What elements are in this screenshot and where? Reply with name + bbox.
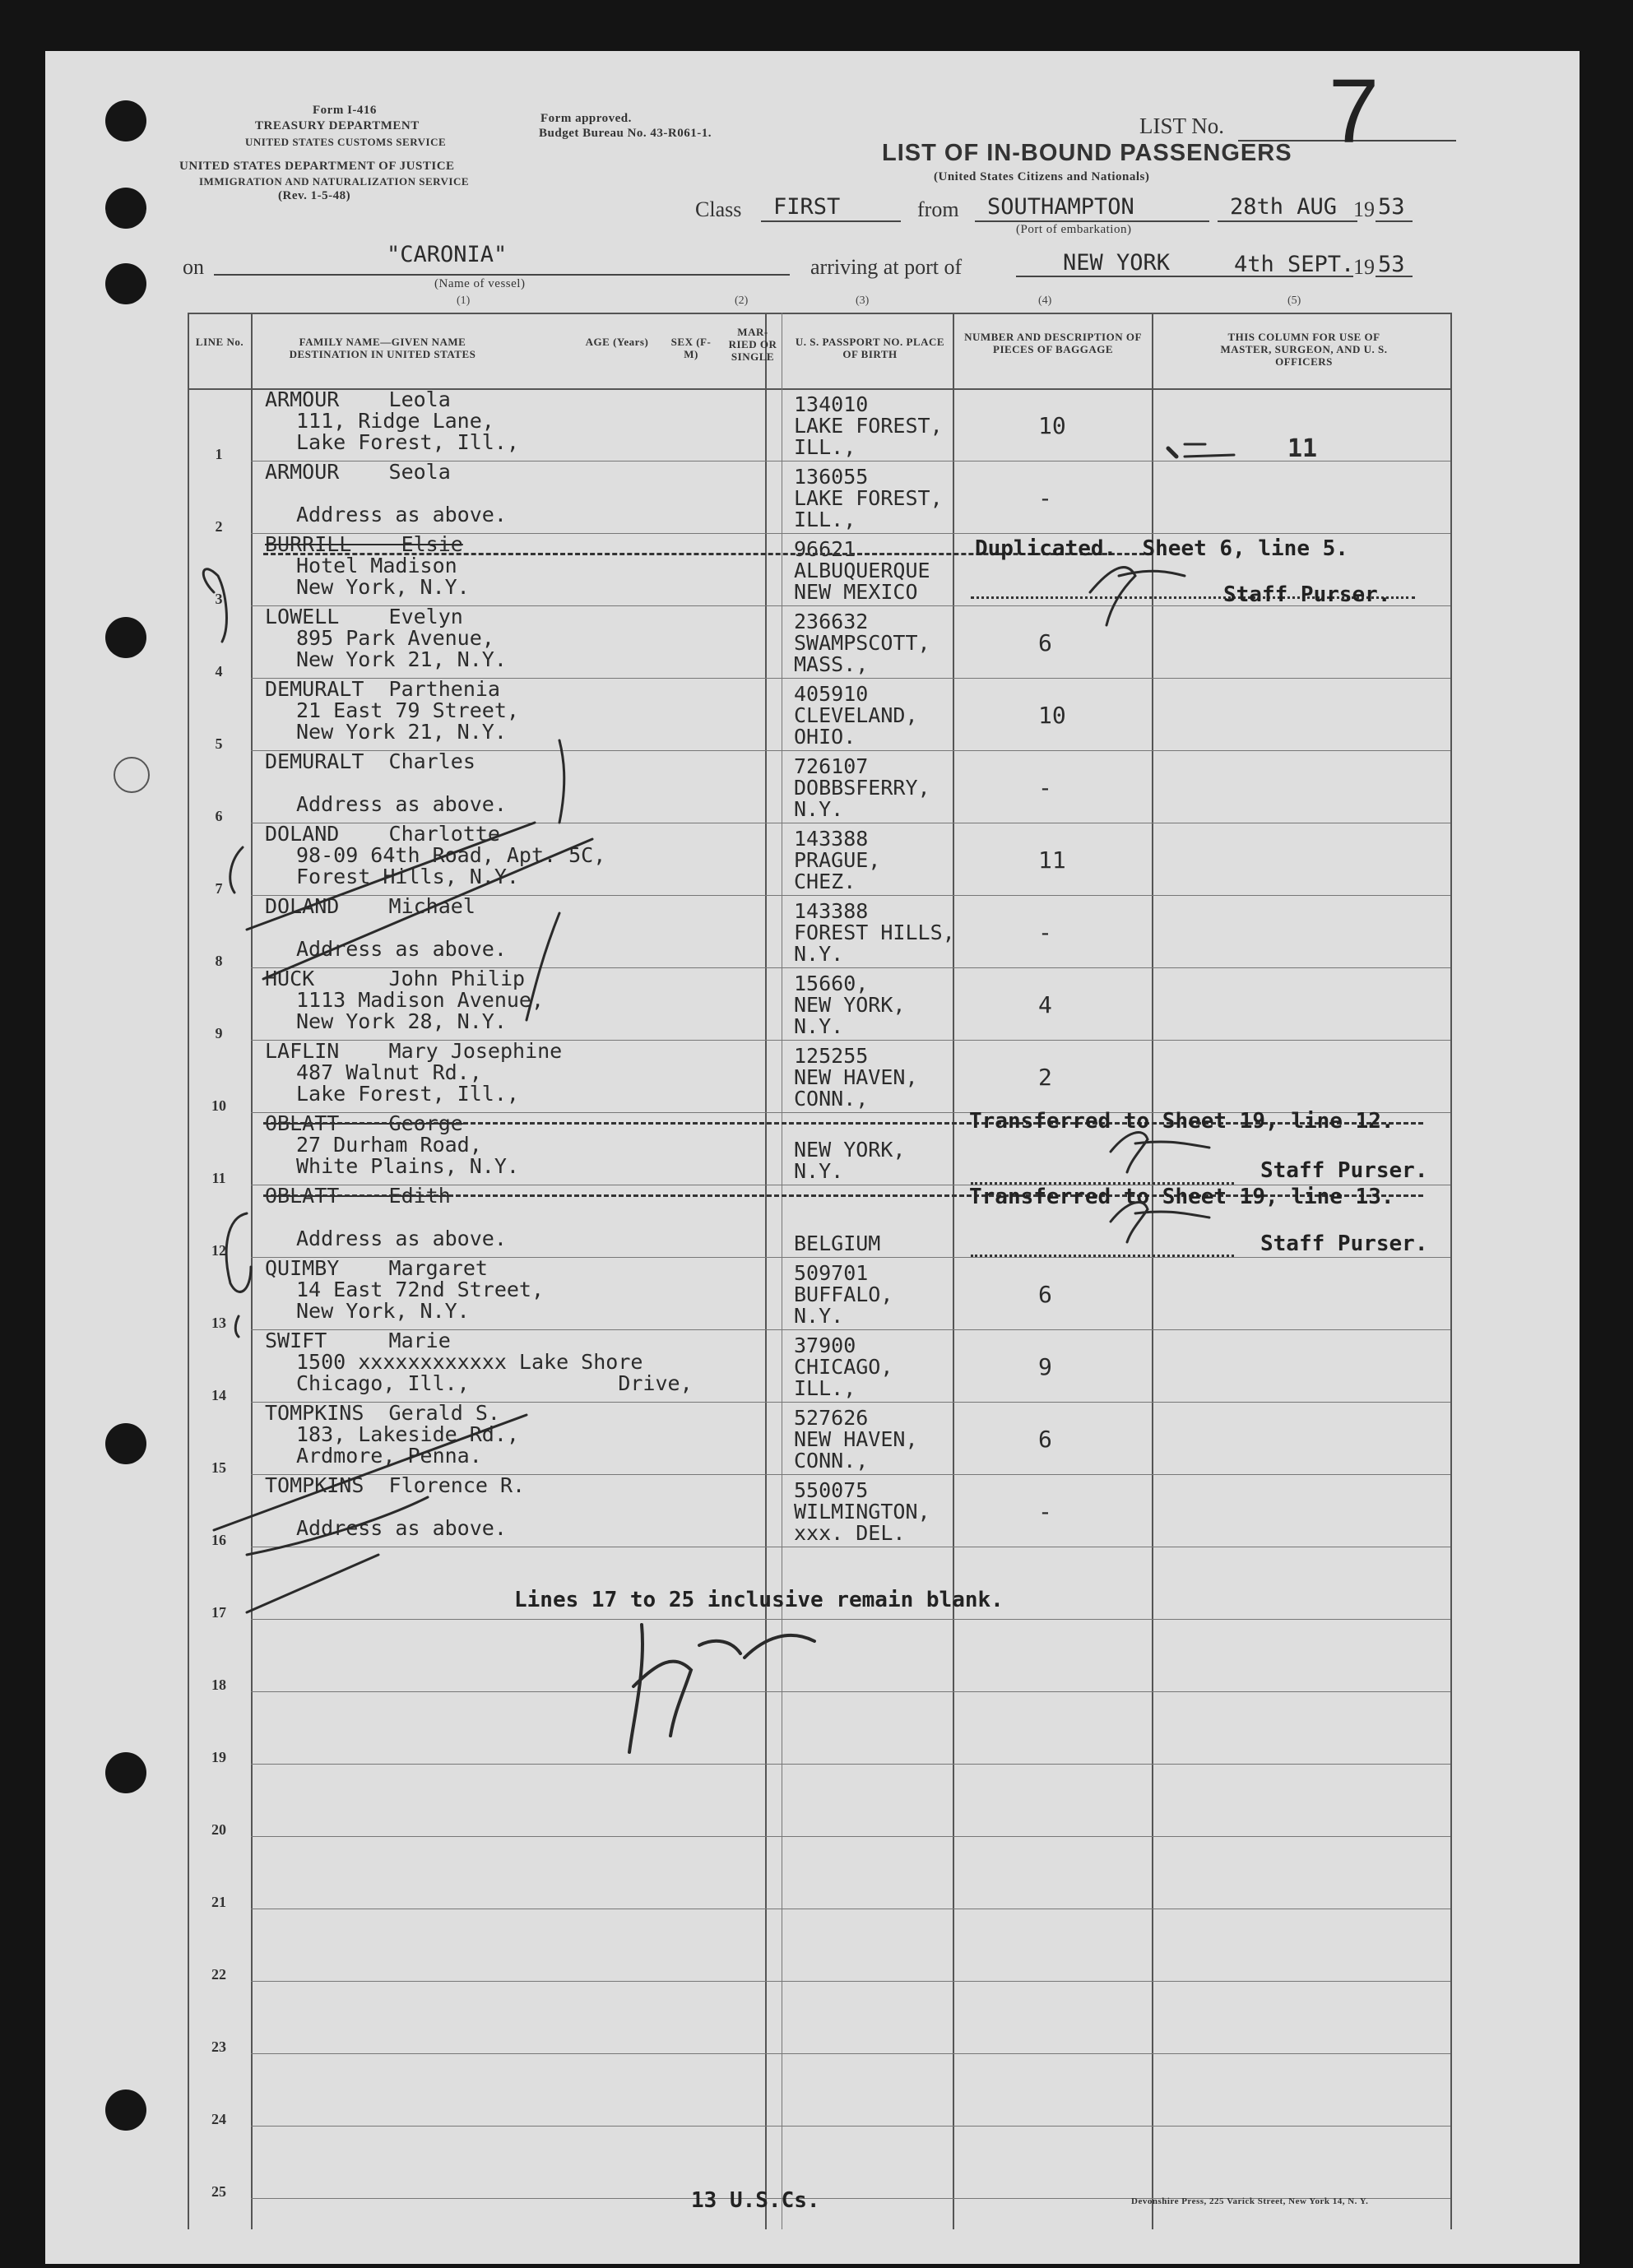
- birth-place: LAKE FOREST,: [794, 414, 943, 438]
- passport-number: 236632: [794, 610, 869, 633]
- row-divider: [251, 2126, 1450, 2127]
- arrival-port: NEW YORK: [1063, 250, 1171, 276]
- passenger-name: ARMOUR Leola: [265, 387, 451, 411]
- passport-number: 405910: [794, 682, 869, 706]
- row-divider: [251, 1981, 1450, 1982]
- header-name: FAMILY NAME—GIVEN NAME DESTINATION IN UNITED STATES: [289, 336, 476, 360]
- header-age: AGE (Years): [585, 336, 649, 348]
- passport-number: 726107: [794, 754, 869, 778]
- baggage-count: 10: [1038, 702, 1066, 729]
- birth-place-region: N.Y.: [794, 1159, 844, 1183]
- passport-number: 136055: [794, 465, 869, 489]
- passenger-destination: Address as above.: [296, 937, 507, 961]
- line-number: 24: [211, 2111, 226, 2127]
- baggage-count: -: [1038, 485, 1052, 512]
- punch-hole: [105, 100, 146, 141]
- baggage-count: 6: [1038, 1281, 1052, 1308]
- passenger-name: HUCK John Philip: [265, 967, 526, 990]
- birth-place-region: N.Y.: [794, 797, 844, 821]
- arrival-year-prefix: 19: [1353, 255, 1375, 279]
- transferred-note-2: Transferred to Sheet 19, line 13.: [969, 1185, 1394, 1209]
- baggage-count: -: [1038, 1498, 1052, 1525]
- punch-hole: [105, 188, 146, 229]
- col-number-3: (3): [856, 295, 870, 307]
- revision: (Rev. 1-5-48): [278, 189, 351, 202]
- line-number: 8: [215, 953, 223, 969]
- baggage-count: 2: [1038, 1064, 1052, 1091]
- birth-place-region: ILL.,: [794, 508, 856, 531]
- line-number: 3: [215, 591, 223, 607]
- line-number: 19: [211, 1749, 226, 1765]
- line-number: 6: [215, 808, 223, 824]
- passenger-name: DOLAND Michael: [265, 894, 476, 918]
- line-number: 25: [211, 2183, 226, 2200]
- header-married: MAR-RIED OR SINGLE: [728, 326, 777, 363]
- birth-place-region: NEW MEXICO: [794, 580, 918, 604]
- passenger-destination: Chicago, Ill., Drive,: [296, 1371, 693, 1395]
- from-label: from: [917, 197, 959, 221]
- birth-place-region: N.Y.: [794, 1014, 844, 1038]
- baggage-count: -: [1038, 774, 1052, 801]
- page-subtitle: (United States Citizens and Nationals): [934, 170, 1150, 183]
- passport-number: 143388: [794, 899, 869, 923]
- passenger-name: QUIMBY Margaret: [265, 1256, 488, 1280]
- row-divider: [251, 1619, 1450, 1620]
- baggage-count: -: [1038, 919, 1052, 946]
- passenger-destination: New York 28, N.Y.: [296, 1009, 507, 1033]
- vessel-name: "CARONIA": [387, 242, 508, 267]
- birth-place-region: ILL.,: [794, 1376, 856, 1400]
- passenger-name: TOMPKINS Florence R.: [265, 1473, 526, 1497]
- col-number-2: (2): [735, 295, 749, 307]
- col-number-1: (1): [457, 295, 471, 307]
- birth-place-region: xxx. DEL.: [794, 1521, 906, 1545]
- punch-hole: [105, 1423, 146, 1464]
- passenger-destination: Ardmore, Penna.: [296, 1444, 482, 1468]
- embarkation-year: 53: [1378, 194, 1405, 220]
- header-officers: THIS COLUMN FOR USE OF MASTER, SURGEON, AND U. S. OFFICERS: [1220, 331, 1388, 368]
- row-divider: [251, 1836, 1450, 1837]
- passenger-destination: Forest Hills, N.Y.: [296, 865, 519, 888]
- birth-place-region: BELGIUM: [794, 1231, 881, 1255]
- vessel-name-caption: (Name of vessel): [434, 277, 526, 290]
- passenger-destination: Address as above.: [296, 1516, 507, 1540]
- passport-number: 134010: [794, 392, 869, 416]
- budget-bureau: Budget Bureau No. 43-R061-1.: [539, 127, 712, 140]
- passenger-destination: White Plains, N.Y.: [296, 1154, 519, 1178]
- row-divider: [251, 1764, 1450, 1765]
- birth-place: CLEVELAND,: [794, 703, 918, 727]
- passenger-address: 21 East 79 Street,: [296, 698, 519, 722]
- birth-place: NEW YORK,: [794, 1138, 906, 1162]
- passport-number: 96621: [794, 537, 856, 561]
- passenger-name: TOMPKINS Gerald S.: [265, 1401, 500, 1425]
- line-number: 12: [211, 1242, 226, 1259]
- punch-hole: [114, 757, 150, 793]
- punch-hole: [105, 1752, 146, 1793]
- arriving-label: arriving at port of: [810, 255, 963, 279]
- year-prefix: 19: [1353, 197, 1375, 221]
- line-number: 22: [211, 1966, 226, 1983]
- passenger-destination: Lake Forest, Ill.,: [296, 430, 519, 454]
- header-sex: SEX (F-M): [670, 336, 712, 360]
- form-approved: Form approved.: [540, 112, 632, 125]
- port-of-embarkation: SOUTHAMPTON: [987, 194, 1134, 220]
- line-number: 20: [211, 1821, 226, 1838]
- passenger-address: 487 Walnut Rd.,: [296, 1060, 482, 1084]
- birth-place-region: CHEZ.: [794, 870, 856, 893]
- line-number: 7: [215, 880, 223, 897]
- birth-place: BUFFALO,: [794, 1282, 893, 1306]
- col-number-4: (4): [1038, 295, 1052, 307]
- passenger-address: 1500 xxxxxxxxxxxx Lake Shore: [296, 1350, 643, 1374]
- birth-place-region: CONN.,: [794, 1449, 869, 1473]
- line-number: 15: [211, 1459, 226, 1476]
- passenger-destination: Address as above.: [296, 503, 507, 526]
- passport-number: 550075: [794, 1478, 869, 1502]
- header-passport: U. S. PASSPORT NO. PLACE OF BIRTH: [795, 336, 945, 360]
- passenger-name: DEMURALT Charles: [265, 749, 476, 773]
- arrival-year: 53: [1378, 252, 1405, 277]
- passenger-destination: New York, N.Y.: [296, 575, 470, 599]
- line-number: 9: [215, 1025, 223, 1041]
- line-number: 13: [211, 1315, 226, 1331]
- birth-place: SWAMPSCOTT,: [794, 631, 930, 655]
- birth-place: PRAGUE,: [794, 848, 881, 872]
- passenger-destination: New York 21, N.Y.: [296, 647, 507, 671]
- passport-number: 143388: [794, 827, 869, 851]
- passenger-destination: Address as above.: [296, 1227, 507, 1250]
- passenger-destination: Address as above.: [296, 792, 507, 816]
- header-baggage: NUMBER AND DESCRIPTION OF PIECES OF BAGGAGE: [964, 331, 1142, 355]
- passport-number: 509701: [794, 1261, 869, 1285]
- blank-lines-statement: Lines 17 to 25 inclusive remain blank.: [514, 1588, 1004, 1612]
- punch-hole: [105, 617, 146, 658]
- justice-department: UNITED STATES DEPARTMENT OF JUSTICE: [179, 160, 455, 173]
- on-label: on: [183, 255, 204, 279]
- staff-purser-note-1: Staff Purser.: [1223, 582, 1391, 607]
- line-number: 5: [215, 735, 223, 752]
- passenger-name: LAFLIN Mary Josephine: [265, 1039, 563, 1063]
- passenger-name: DOLAND Charlotte: [265, 822, 500, 846]
- passenger-name: BURRILL Elsie: [265, 532, 463, 556]
- passenger-address: 1113 Madison Avenue,: [296, 988, 545, 1012]
- birth-place-region: CONN.,: [794, 1087, 869, 1111]
- col-number-5: (5): [1287, 295, 1301, 307]
- passport-number: 125255: [794, 1044, 869, 1068]
- passenger-address: 98-09 64th Road, Apt. 5C,: [296, 843, 606, 867]
- list-number-handwritten: 7: [1329, 61, 1380, 162]
- passenger-name: DEMURALT Parthenia: [265, 677, 500, 701]
- line-number: 4: [215, 663, 223, 679]
- staff-purser-note-3: Staff Purser.: [1260, 1231, 1428, 1256]
- passenger-address: 183, Lakeside Rd.,: [296, 1422, 519, 1446]
- list-no-label: LIST No.: [1139, 114, 1225, 138]
- duplicated-note: Duplicated. Sheet 6, line 5.: [975, 536, 1348, 561]
- page-title: LIST OF IN-BOUND PASSENGERS: [882, 140, 1292, 166]
- header-line-no: LINE No.: [195, 336, 244, 348]
- birth-place-region: ILL.,: [794, 435, 856, 459]
- printer-imprint: Devonshire Press, 225 Varick Street, New York 14, N. Y.: [1131, 2196, 1369, 2206]
- birth-place-region: N.Y.: [794, 1304, 844, 1328]
- baggage-count: 6: [1038, 629, 1052, 656]
- baggage-count: 4: [1038, 991, 1052, 1018]
- birth-place: CHICAGO,: [794, 1355, 893, 1379]
- line-number: 21: [211, 1894, 226, 1910]
- passenger-name: OBLATT George: [265, 1111, 463, 1135]
- passenger-address: 27 Durham Road,: [296, 1133, 482, 1157]
- birth-place: NEW HAVEN,: [794, 1065, 918, 1089]
- treasury-department: TREASURY DEPARTMENT: [255, 119, 420, 132]
- line-number: 17: [211, 1604, 226, 1621]
- passenger-destination: Lake Forest, Ill.,: [296, 1082, 519, 1106]
- passenger-address: 14 East 72nd Street,: [296, 1278, 545, 1301]
- line-number: 18: [211, 1677, 226, 1693]
- footer-count: 13 U.S.Cs.: [691, 2188, 820, 2213]
- passport-number: 527626: [794, 1406, 869, 1430]
- birth-place-region: OHIO.: [794, 725, 856, 749]
- embarkation-date: 28th AUG: [1230, 194, 1338, 220]
- birth-place: WILMINGTON,: [794, 1500, 930, 1524]
- punch-hole: [105, 2089, 146, 2131]
- transferred-note-1: Transferred to Sheet 19, line 12.: [969, 1109, 1394, 1134]
- row-divider: [251, 1691, 1450, 1692]
- customs-service: UNITED STATES CUSTOMS SERVICE: [245, 136, 447, 148]
- passenger-destination: New York 21, N.Y.: [296, 720, 507, 744]
- baggage-count: 10: [1038, 412, 1066, 439]
- birth-place: NEW HAVEN,: [794, 1427, 918, 1451]
- baggage-count: 6: [1038, 1426, 1052, 1453]
- birth-place: ALBUQUERQUE: [794, 559, 930, 582]
- row-divider: [251, 2053, 1450, 2054]
- passenger-name: LOWELL Evelyn: [265, 605, 463, 628]
- form-number: Form I-416: [313, 104, 377, 117]
- passport-number: 15660,: [794, 972, 869, 995]
- birth-place-region: MASS.,: [794, 652, 869, 676]
- birth-place: LAKE FOREST,: [794, 486, 943, 510]
- line-number: 2: [215, 518, 223, 535]
- line-number: 23: [211, 2038, 226, 2055]
- line-number: 16: [211, 1532, 226, 1548]
- line-number: 1: [215, 446, 223, 462]
- staff-purser-note-2: Staff Purser.: [1260, 1158, 1428, 1183]
- passenger-address: Hotel Madison: [296, 554, 457, 577]
- punch-hole: [105, 263, 146, 304]
- passenger-address: 111, Ridge Lane,: [296, 409, 494, 433]
- line-number: 10: [211, 1097, 226, 1114]
- baggage-count: 9: [1038, 1353, 1052, 1380]
- class-label: Class: [695, 197, 742, 221]
- passenger-name: ARMOUR Seola: [265, 460, 451, 484]
- birth-place: NEW YORK,: [794, 993, 906, 1017]
- officer-mark: 11: [1287, 434, 1318, 463]
- baggage-count: 11: [1038, 846, 1066, 874]
- class-value: FIRST: [773, 194, 841, 220]
- passenger-name: SWIFT Marie: [265, 1329, 451, 1352]
- line-number: 14: [211, 1387, 226, 1403]
- birth-place: DOBBSFERRY,: [794, 776, 930, 800]
- passenger-name: OBLATT Edith: [265, 1184, 451, 1208]
- passport-number: 37900: [794, 1333, 856, 1357]
- passenger-destination: New York, N.Y.: [296, 1299, 470, 1323]
- port-of-embarkation-caption: (Port of embarkation): [1016, 223, 1132, 236]
- birth-place-region: N.Y.: [794, 942, 844, 966]
- immigration-service: IMMIGRATION AND NATURALIZATION SERVICE: [199, 175, 470, 188]
- line-number: 11: [211, 1170, 226, 1186]
- arrival-date: 4th SEPT.: [1234, 252, 1355, 277]
- birth-place: FOREST HILLS,: [794, 921, 955, 944]
- passenger-address: 895 Park Avenue,: [296, 626, 494, 650]
